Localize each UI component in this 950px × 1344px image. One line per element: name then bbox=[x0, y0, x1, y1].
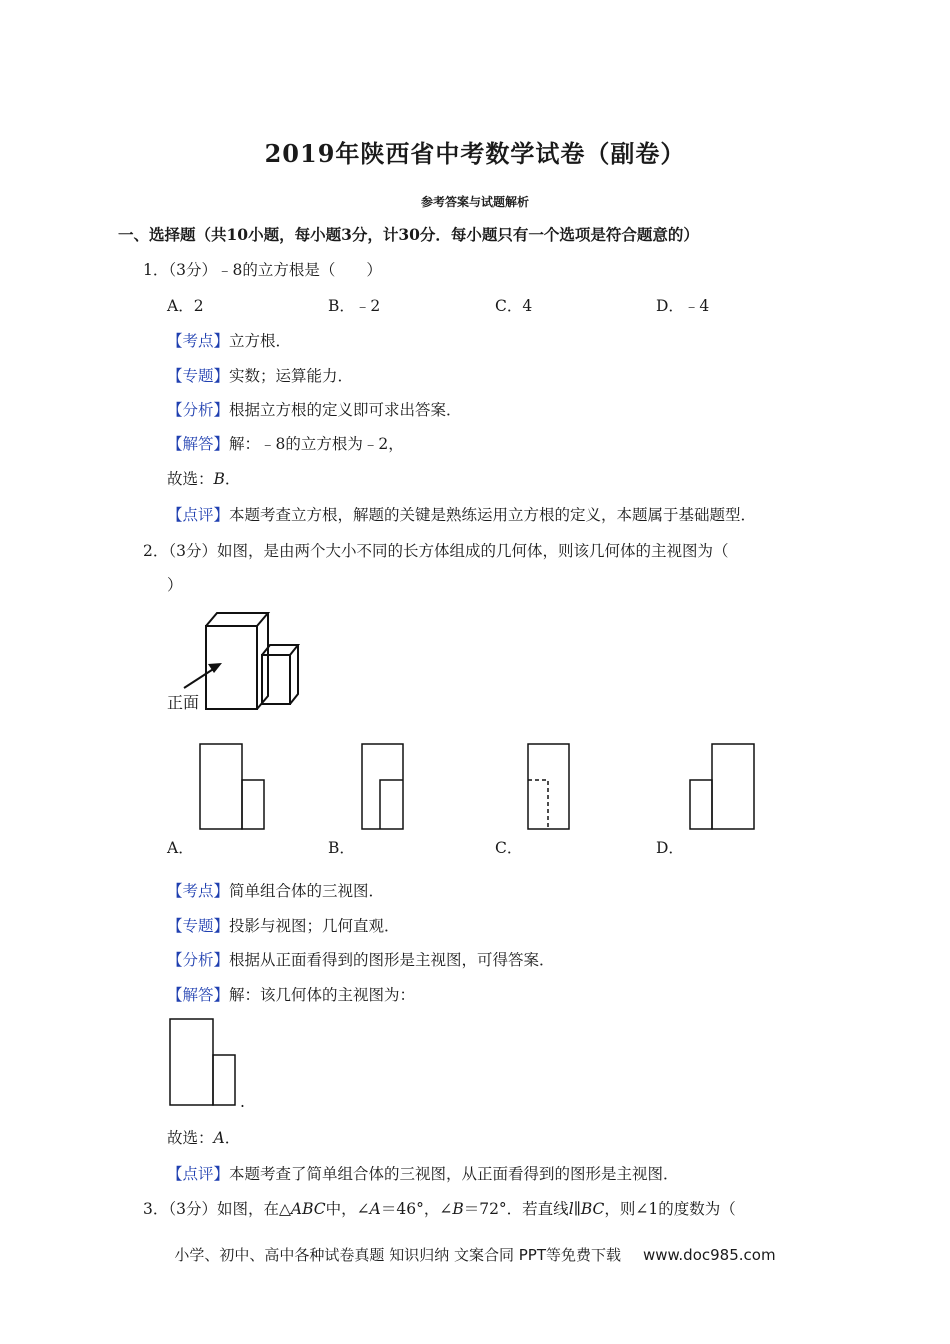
q2-option-c: C． bbox=[495, 839, 523, 857]
q2-choice-prefix: 故选： bbox=[167, 1129, 214, 1147]
q1-kaodian-text: 立方根． bbox=[229, 332, 292, 350]
q2-zhuanti-text: 投影与视图；几何直观． bbox=[229, 917, 400, 935]
q1-choice-prefix: 故选： bbox=[167, 470, 214, 488]
q2-option-b: B． bbox=[328, 839, 355, 857]
fenxi-tag: 【分析】 bbox=[167, 401, 230, 419]
q2-fenxi-text: 根据从正面看得到的图形是主视图，可得答案． bbox=[229, 951, 555, 969]
page-title: 2019年陕西省中考数学试卷（副卷） bbox=[264, 139, 686, 168]
q1-dianping bbox=[167, 503, 756, 525]
q2-jieda-text: 解：该几何体的主视图为： bbox=[229, 986, 416, 1004]
q1-dianping-text: 本题考查立方根，解题的关键是熟练运用立方根的定义，本题属于基础题型． bbox=[229, 506, 757, 524]
page-subtitle: 参考答案与试题解析 bbox=[420, 195, 529, 209]
q2-choice-letter: A bbox=[213, 1129, 225, 1147]
q3-stem-angle-b: B bbox=[452, 1200, 464, 1218]
q1-zhuanti bbox=[167, 364, 353, 386]
q3-stem-segment-bc: BC bbox=[580, 1200, 605, 1218]
q1-jieda bbox=[167, 432, 404, 454]
q3-stem-angle-a: A bbox=[369, 1200, 381, 1218]
jieda-tag: 【解答】 bbox=[167, 435, 230, 453]
q2-figure-label: 正面 bbox=[167, 693, 200, 712]
section-heading: 一、选择题（共10小题，每小题3分，计30分．每小题只有一个选项是符合题意的） bbox=[118, 225, 699, 244]
q3-stem-part: ∥ bbox=[573, 1200, 581, 1218]
q2-option-d-figure bbox=[688, 742, 758, 832]
q1-fenxi bbox=[167, 398, 462, 420]
q1-jieda-text: 解：﹣8的立方根为﹣2， bbox=[229, 435, 404, 453]
q2-answer-figure bbox=[168, 1017, 240, 1109]
q2-zhuanti bbox=[167, 914, 400, 936]
q1-choice bbox=[167, 467, 240, 489]
jieda-tag: 【解答】 bbox=[167, 986, 230, 1004]
footer-url[interactable]: www.doc985.com bbox=[642, 1246, 776, 1264]
q1-fenxi-text: 根据立方根的定义即可求出答案． bbox=[229, 401, 462, 419]
q1-choice-suffix: ． bbox=[224, 470, 241, 488]
q3-stem-part: 中，∠ bbox=[325, 1200, 370, 1218]
zhuanti-tag: 【专题】 bbox=[167, 367, 230, 385]
q1-zhuanti-text: 实数；运算能力． bbox=[229, 367, 354, 385]
q2-dianping bbox=[167, 1162, 679, 1184]
q2-fenxi bbox=[167, 948, 555, 970]
q2-answer-period: . bbox=[240, 1093, 245, 1111]
q3-stem-part: ＝46°，∠ bbox=[380, 1200, 453, 1218]
q2-jieda bbox=[167, 983, 415, 1005]
q2-choice-suffix: ． bbox=[224, 1129, 241, 1147]
q1-option-a: A．2 bbox=[167, 297, 204, 315]
q1-choice-letter: B bbox=[213, 470, 225, 488]
q2-stem-cont: ） bbox=[167, 576, 183, 594]
q2-option-a-figure bbox=[198, 742, 268, 832]
q1-option-d: D．﹣4 bbox=[656, 297, 710, 315]
q2-choice bbox=[167, 1126, 240, 1148]
kaodian-tag: 【考点】 bbox=[167, 332, 230, 350]
zhuanti-tag: 【专题】 bbox=[167, 917, 230, 935]
q2-kaodian bbox=[167, 879, 384, 901]
q3-stem-part: ＝72°．若直线 bbox=[463, 1200, 569, 1218]
q2-dianping-text: 本题考查了简单组合体的三视图，从正面看得到的图形是主视图． bbox=[229, 1165, 679, 1183]
q1-option-b: B．﹣2 bbox=[328, 297, 381, 315]
fenxi-tag: 【分析】 bbox=[167, 951, 230, 969]
q2-option-c-figure bbox=[526, 742, 572, 832]
q3-stem bbox=[143, 1197, 736, 1219]
q3-stem-line-l: l bbox=[568, 1200, 574, 1218]
dianping-tag: 【点评】 bbox=[167, 1165, 230, 1183]
q3-stem-triangle: ABC bbox=[290, 1200, 326, 1218]
q2-option-d: D． bbox=[656, 839, 684, 857]
q1-option-c: C．4 bbox=[495, 297, 533, 315]
q1-stem: 1．（3分）﹣8的立方根是（ ） bbox=[143, 261, 382, 279]
q3-stem-part: ，则∠1的度数为（ bbox=[604, 1200, 736, 1218]
page-footer bbox=[0, 1244, 950, 1265]
footer-text: 小学、初中、高中各种试卷真题 知识归纳 文案合同 PPT等免费下载 bbox=[174, 1246, 621, 1264]
q2-option-b-figure bbox=[360, 742, 406, 832]
q2-option-a: A． bbox=[167, 839, 194, 857]
q1-kaodian bbox=[167, 329, 291, 351]
q2-stem: 2．（3分）如图，是由两个大小不同的长方体组成的几何体，则该几何体的主视图为（ bbox=[143, 542, 729, 560]
q3-stem-part: 3．（3分）如图，在△ bbox=[143, 1200, 291, 1218]
kaodian-tag: 【考点】 bbox=[167, 882, 230, 900]
q2-kaodian-text: 简单组合体的三视图． bbox=[229, 882, 385, 900]
dianping-tag: 【点评】 bbox=[167, 506, 230, 524]
